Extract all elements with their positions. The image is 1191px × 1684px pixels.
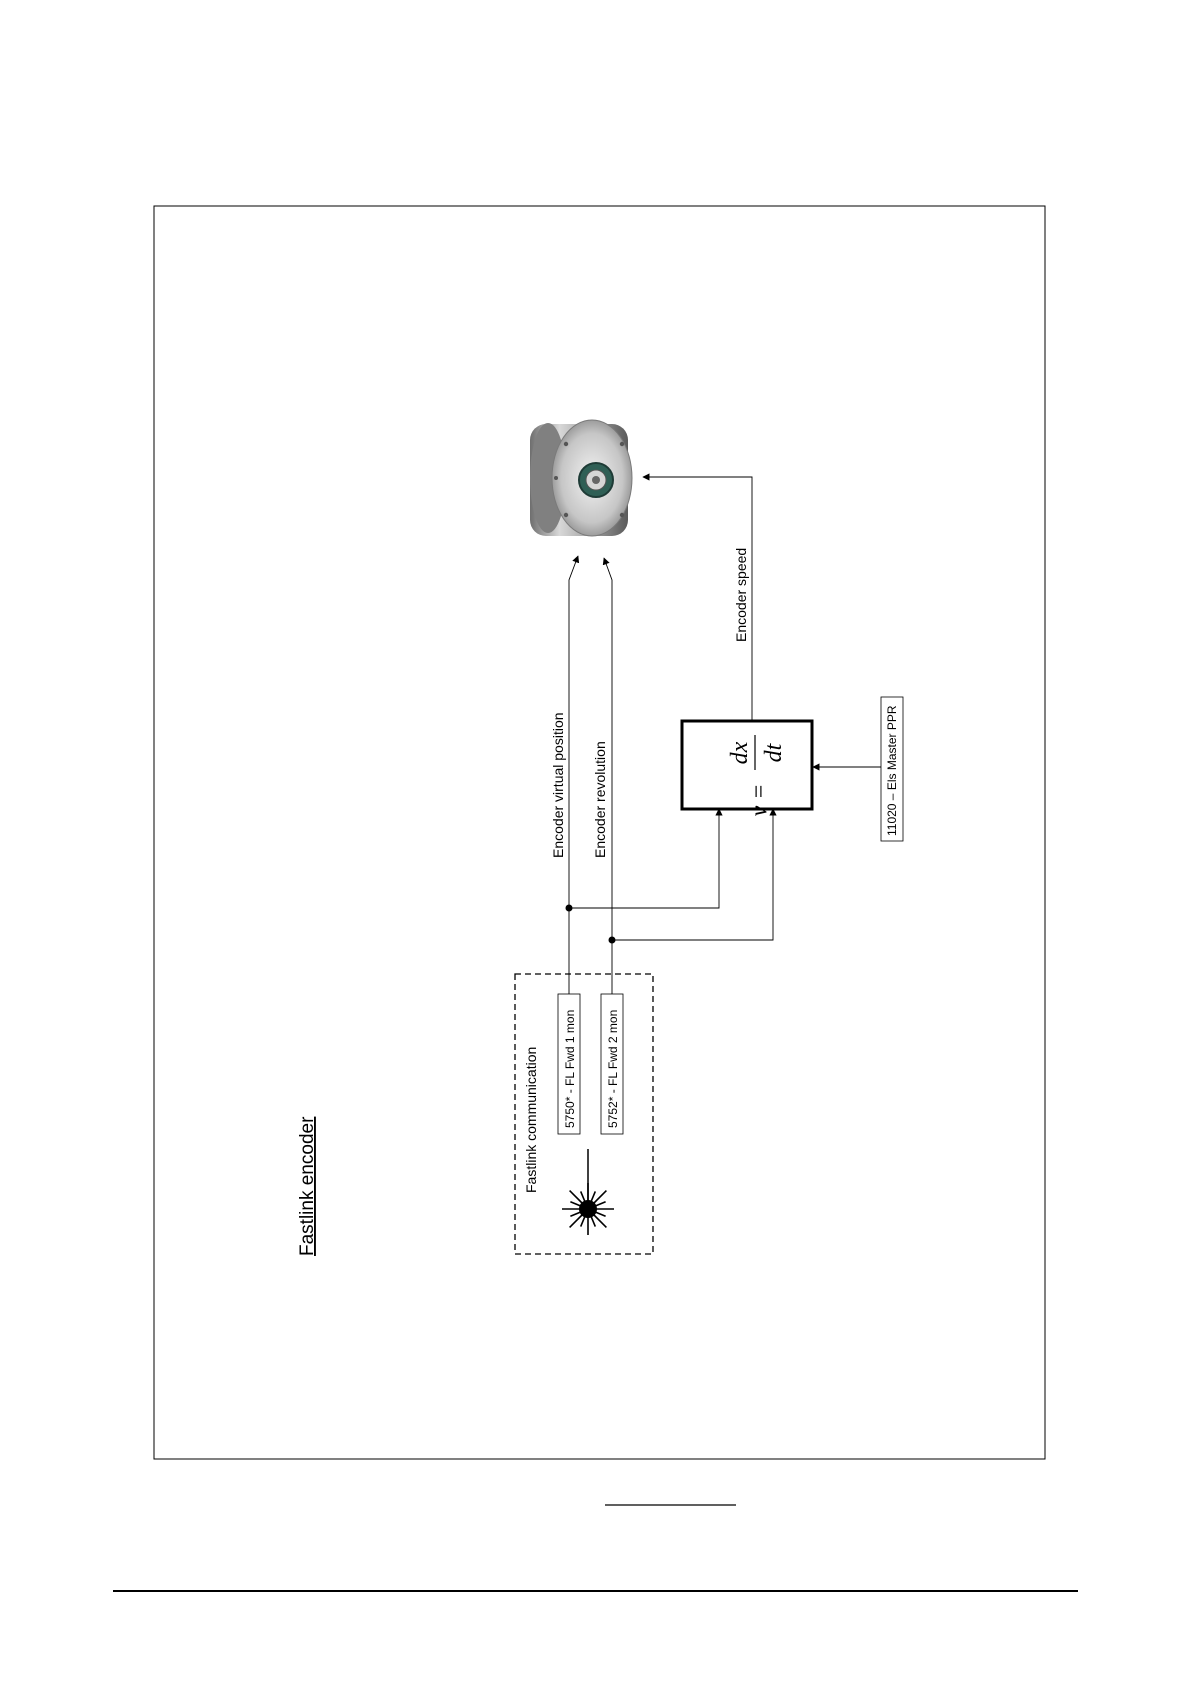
speed-label: Encoder speed bbox=[733, 547, 749, 642]
revolution-label: Encoder revolution bbox=[592, 741, 608, 858]
rotary-encoder-icon bbox=[530, 420, 632, 536]
formula-lhs: v = bbox=[746, 783, 773, 817]
fl-fwd-1-label: 5750* - FL Fwd 1 mon bbox=[563, 1009, 577, 1128]
junction-dot-2 bbox=[609, 937, 616, 944]
els-master-ppr-label: 11020 – Els Master PPR bbox=[885, 705, 899, 836]
fastlink-group-label: Fastlink communication bbox=[523, 1046, 539, 1193]
footer-rule bbox=[113, 1590, 1078, 1592]
junction-dot-1 bbox=[566, 905, 573, 912]
formula-denominator: dt bbox=[761, 743, 787, 763]
fl-fwd-2-label: 5752* - FL Fwd 2 mon bbox=[606, 1009, 620, 1128]
formula-numerator: dx bbox=[727, 741, 753, 765]
virtual-position-label: Encoder virtual position bbox=[550, 712, 566, 858]
laser-burst-icon bbox=[562, 1149, 614, 1235]
page-title: Fastlink encoder bbox=[297, 1116, 318, 1256]
